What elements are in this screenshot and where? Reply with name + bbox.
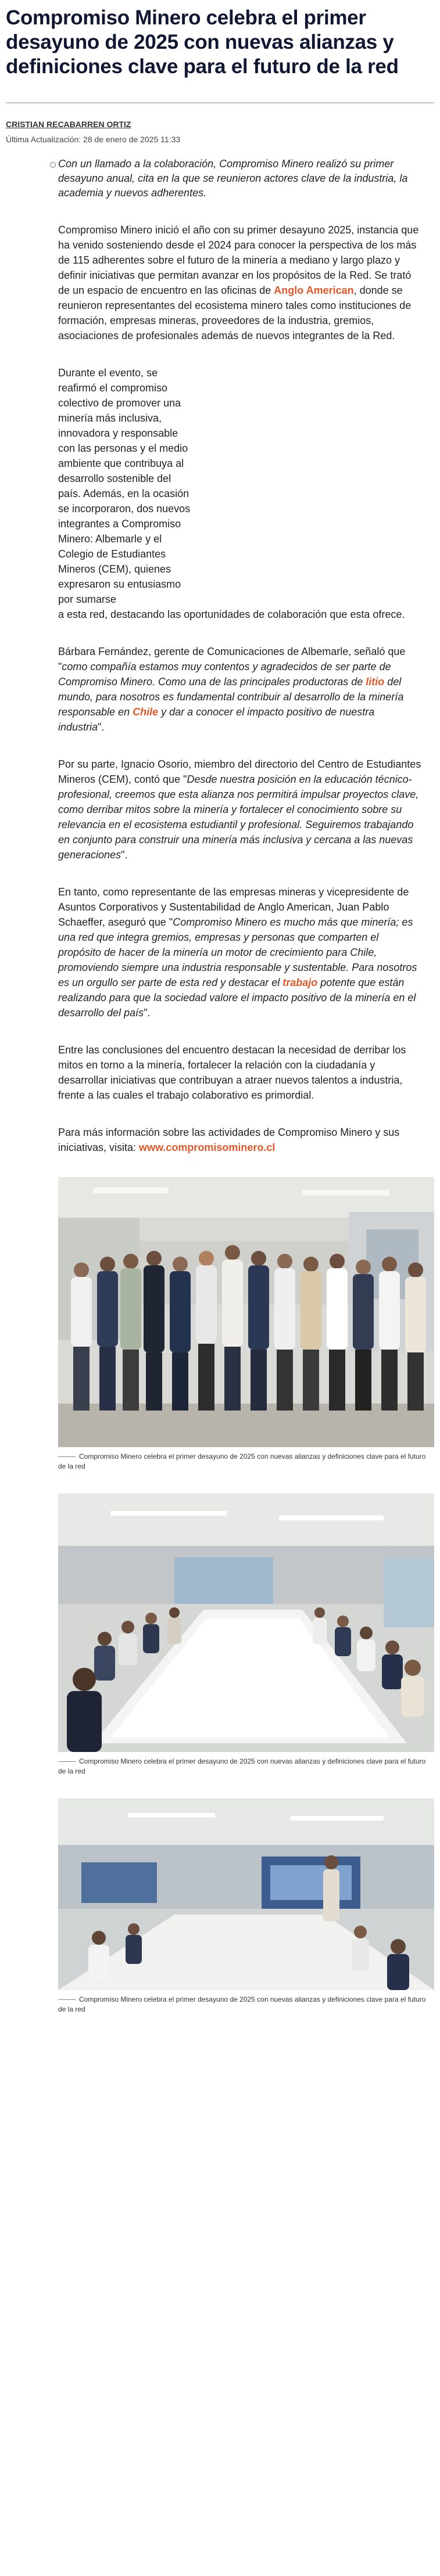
paragraph-text: Durante el evento, se reafirmó el compromiso colectivo de promover una minería más inclusiva, innovadora y responsable con las personas y el medio ambiente que contribuya al desarrollo sostenible del país. Además, en la ocasión se incorporaron, dos nuevos integrantes a Compromiso Minero: Albemarle y el Colegio de Estudiantes Mineros (CEM), quienes expresaron su entusiasmo por sumarse: [58, 367, 191, 605]
website-link[interactable]: www.compromisominero.cl: [139, 1142, 276, 1153]
group-photo-image: [58, 1177, 434, 1447]
paragraph-3: [58, 644, 423, 735]
caption-dash: [58, 1999, 76, 2000]
paragraph-5: [58, 884, 423, 1020]
paragraph-text: Para más información sobre las actividades de Compromiso Minero y sus iniciativas, visita:: [58, 1127, 400, 1153]
last-updated: Última Actualización: 28 de enero de 2025 11:33: [6, 135, 181, 144]
figure-2: [58, 1494, 434, 1776]
figure-1-caption: [58, 1452, 434, 1472]
group-photo: [58, 1177, 434, 1447]
caption-text: Compromiso Minero celebra el primer desayuno de 2025 con nuevas alianzas y definiciones clave para el futuro de la red: [58, 1995, 426, 2013]
paragraph-7: [58, 1125, 423, 1155]
paragraph-text: ".: [121, 849, 128, 861]
figure-1: [58, 1177, 434, 1472]
anglo-american-link[interactable]: Anglo American: [274, 285, 354, 296]
figure-3-caption: [58, 1995, 434, 2014]
paragraph-1: [58, 222, 423, 343]
trabajo-link[interactable]: trabajo: [282, 977, 318, 988]
paragraph-text: , donde se reunieron representantes del ecosistema minero tales como instituciones de formación, empresas mineras, proveedores de la industria, gremios, asociaciones de profesionales además de nuevos integrantes de la Red.: [58, 285, 412, 341]
article-title: Compromiso Minero celebra el primer desayuno de 2025 con nuevas alianzas y definiciones clave para el futuro de la red: [6, 6, 399, 78]
litio-link[interactable]: litio: [366, 676, 385, 688]
meeting-photo: [58, 1494, 434, 1752]
article-lead: [58, 157, 423, 200]
caption-text: Compromiso Minero celebra el primer desayuno de 2025 con nuevas alianzas y definiciones clave para el futuro de la red: [58, 1452, 426, 1470]
caption-text: Compromiso Minero celebra el primer desayuno de 2025 con nuevas alianzas y definiciones clave para el futuro de la red: [58, 1757, 426, 1775]
caption-dash: [58, 1761, 76, 1762]
caption-dash: [58, 1456, 76, 1457]
bullet-icon: [50, 162, 56, 168]
presentation-photo: [58, 1798, 434, 1990]
lead-text: Con un llamado a la colaboración, Compromiso Minero realizó su primer desayuno anual, cita en la que se reunieron actores clave de la industria, la academia y nuevos adherentes.: [58, 158, 408, 199]
quote-text: Compromiso Minero es mucho más que minería; es una red que integra gremios, empresas y personas que comparten el propósito de hacer de la minería un motor de crecimiento para Chile, promoviendo siempre una industria responsable y sustentable. Para nosotros es un orgullo ser parte de esta red y destacar el: [58, 916, 417, 988]
author-link[interactable]: CRISTIAN RECABARREN ORTIZ: [6, 120, 131, 129]
paragraph-text: ".: [98, 721, 105, 733]
paragraph-text: En tanto, como representante de las empresas mineras y vicepresidente de Asuntos Corporativos y Sustentabilidad de Anglo American, Juan Pablo Schaeffer, aseguró que ": [58, 886, 409, 928]
article-body: [58, 222, 423, 1155]
meeting-photo-image: [58, 1494, 434, 1752]
chile-link[interactable]: Chile: [133, 706, 159, 718]
paragraph-4: [58, 757, 423, 862]
figure-2-caption: [58, 1757, 434, 1776]
paragraph-6: Entre las conclusiones del encuentro destacan la necesidad de derribar los mitos en torno a la minería, fortalecer la relación con la ciudadanía y desarrollar iniciativas que contribuyan a atraer nuevos talentos a industria, frente a las cuales el trabajo colaborativo es primordial.: [58, 1044, 406, 1101]
paragraph-text: a esta red, destacando las oportunidades de colaboración que esta ofrece.: [58, 609, 405, 620]
quote-text: potente que están realizando para que la sociedad valore el impacto positivo de la minería en el desarrollo del país: [58, 977, 416, 1019]
paragraph-text: Compromiso Minero inició el año con su primer desayuno 2025, instancia que ha venido sosteniendo desde el 2024 para conocer la perspectiva de los más de 115 adherentes sobre el futuro de la minería a mediano y largo plazo y definir iniciativas que permitan avanzar en los propósitos de la Red. Se trató de un espacio de encuentro en las oficinas de: [58, 224, 419, 296]
paragraph-text: ".: [144, 1007, 151, 1019]
quote-text: como compañía estamos muy contentos y agradecidos de ser parte de Compromiso Minero. Como una de las principales productoras de: [58, 661, 391, 688]
quote-text: Desde nuestra posición en la educación técnico-profesional, creemos que esta alianza nos permitirá impulsar proyectos clave, como derribar mitos sobre la minería y fortalecer el conocimiento sobre su relevancia en el ecosistema estudiantil y profesional. Seguiremos trabajando en conjunto para construir una minería más inclusiva y cercana a las nuevas generaciones: [58, 773, 419, 861]
presentation-photo-image: [58, 1798, 434, 1990]
paragraph-2: [58, 365, 423, 622]
paragraph-text: Bárbara Fernández, gerente de Comunicaciones de Albemarle, señaló que ": [58, 646, 406, 672]
figure-3: [58, 1798, 434, 2014]
paragraph-text: Por su parte, Ignacio Osorio, miembro del directorio del Centro de Estudiantes Mineros (CEM), contó que ": [58, 758, 421, 785]
quote-text: y dar a conocer el impacto positivo de nuestra industria: [58, 706, 375, 733]
quote-text: del mundo, para nosotros es fundamental contribuir al desarrollo de la minería responsable en: [58, 676, 404, 718]
title-divider: [6, 102, 434, 103]
